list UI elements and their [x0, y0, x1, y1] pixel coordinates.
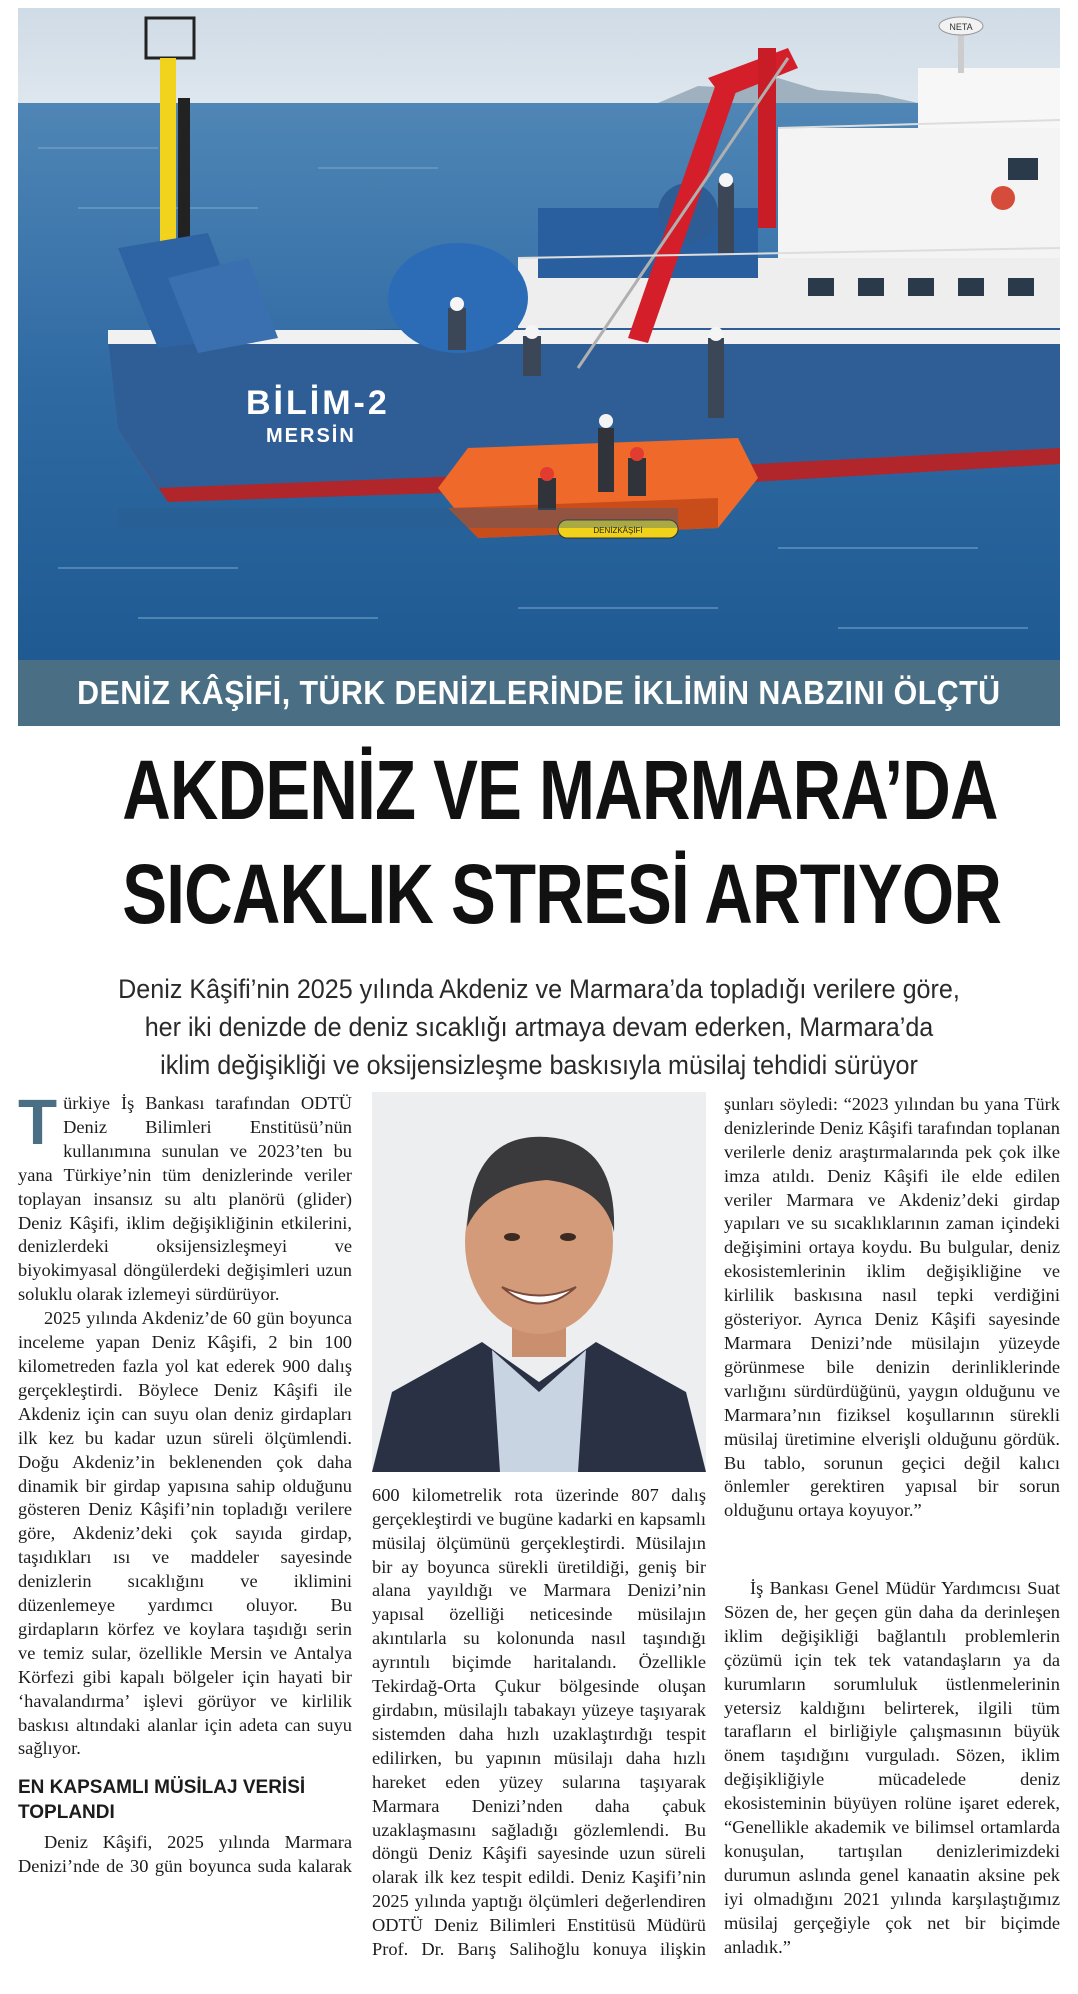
- article-paragraph-4: İş Bankası Genel Müdür Yardımcısı Suat Sözen de, her geçen gün daha da derinleşen iklim değişikliği bağlantılı problemlerin çözümü için tek tek vatandaşların ya da kurumların sorumluluk üstlenmelerinin yetersiz kaldığını belirterek, ilgili tüm tarafların el birliğiyle çalışmasının büyük önem taşıdığını vurguladı. Sözen, iklim değişikliğiyle mücadelede deniz ekosisteminin büyüyen rolüne işaret ederek, “Genellikle akademik ve bilimsel ortamlarda konuşulan, tartışılan denizlerimizdeki durumun aslında genel kanaatin aksine pek iyi olmadığını 2021 yılında karşılaştığımız müsilaj gerçeğiyle çok net bir biçimde anladık.”: [724, 1578, 1060, 1957]
- headline-line-1: AKDENİZ VE MARMARA’DA: [122, 743, 998, 837]
- portrait-photo: [372, 1092, 706, 1472]
- deck-line-3: iklim değişikliği ve oksijensizleşme baskısıyla müsilaj tehdidi sürüyor: [160, 1050, 918, 1080]
- ship-name: BİLİM-2: [246, 384, 390, 422]
- paragraph-3-tail: şunları söyledi: “2023 yılından bu yana Türk denizlerinde Deniz Kâşifi tarafından toplanan verilerle deniz araştırmalarında pek çok ilke imza atıldı. Deniz Kâşifi ile elde edilen veriler Marmara ve Akdeniz’deki girdap yapıları ve su sıcaklıklarının zaman içindeki değişimini ortaya koydu. Bu bulgular, deniz ekosistemlerinin iklim değişikliğine ve kirlilik baskısına nasıl tepki verdiğini gösteriyor. Ayrıca Deniz Kâşifi sayesinde Marmara Denizi’nde müsilajın yüzeyde görünmese bile denizin derinliklerinde varlığını sürdürdüğünü, yaygın olduğunu ve Marmara’nın fiziksel koşullarının sürekli müsilaj üretimine elverişli olduğunu gördük. Bu tablo, sorunun geçici değil kalıcı önlemler gerektiren yapısal bir sorun olduğunu ortaya koyuyor.”: [724, 1093, 1060, 1521]
- glider-label: DENİZKÂŞİFİ: [593, 526, 643, 535]
- paragraph-1-text: ürkiye İş Bankası tarafından ODTÜ Deniz Bilimleri Enstitüsü’nün kullanımına sunulan ve 2023’ten bu yana Türkiye’nin tüm denizlerinde veriler toplayan insansız su altı planörü (glider) Deniz Kâşifi, iklim değişikliğinin etkilerini, denizlerdeki oksijensizleşmeyi ve biyokimyasal döngülerdeki değişimleri uzun soluklu olarak izlemeyi sürdürüyor.: [18, 1093, 352, 1305]
- article-column-1: [18, 1086, 352, 1881]
- mast-label: NETA: [949, 22, 973, 32]
- dropcap: T: [18, 1086, 58, 1158]
- ship-port: MERSİN: [266, 425, 356, 447]
- paragraph-3-text: 600 kilometrelik rota üzerinde 807 dalış gerçekleştirdi ve bugüne kadarki en kapsamlı müsilaj ölçümünü gerçekleştirdi. Müsilajın bir ay boyunca sürekli üretildiği, geniş bir alana yayıldığı ve Marmara Denizi’nin yapısal özelliği neticesinde müsilajın akıntılarla su kolonunda nasıl taşındığı ayrıntılı biçimde haritalandı. Özellikle Tekirdağ-Orta Çukur bölgesinde oluşan girdabın, müsilajlı tabakayı yüzeye taşıyarak sistemden daha hızlı uzaklaştırdığı tespit edilirken, bu yapının müsilajı daha hızlı hareket eden yüzey sularına taşıyarak Marmara Denizi’nden daha çabuk uzaklaşmasını sağladığı gözlemlendi. Bu döngü Deniz Kâşifi sayesinde uzun süreli olarak ilk kez tespit edildi. Deniz Kaşifi’nin 2025 yılında yaptığı ölçümleri değerlendiren ODTÜ Deniz Bilimleri Enstitüsü Müdürü Prof. Dr. Barış Salihoğlu konuya ilişkin: [372, 1484, 706, 1959]
- subheading: EN KAPSAMLI MÜSİLAJ VERİSİ TOPLANDI: [18, 1777, 306, 1824]
- headline-line-2: SICAKLIK STRESİ ARTIYOR: [122, 847, 1002, 941]
- article-paragraph-2: 2025 yılında Akdeniz’de 60 gün boyunca inceleme yapan Deniz Kâşifi, 2 bin 100 kilometreden fazla yol kat ederek 900 dalış gerçekleştirdi. Böylece Deniz Kâşifi ile Akdeniz için can suyu olan deniz girdapları ilk kez bu kadar uzun süreli ölçümlendi. Doğu Akdeniz’in beklenenden çok daha dinamik bir girdap yapısına sahip olduğunu gösteren Deniz Kâşifi’nin topladığı verilere göre, Akdeniz’deki çok sayıda girdap, taşıdıkları ısı ve maddeler sayesinde denizlerin sıcaklığını ve iklimini düzenlemeye yardımcı oluyor. Bu girdapların körfez ve koylara taşıdığı serin ve temiz sular, özellikle Mersin ve Antalya Körfezi gibi kapalı bölgeler için hayati bir ‘havalandırma’ işlevi görüyor ve kirlilik baskısı altındaki alanlar için adeta can suyu sağlıyor.: [18, 1308, 352, 1759]
- article-paragraph-1: [18, 1086, 352, 1307]
- headline: [18, 738, 1060, 946]
- deck-line-1: Deniz Kâşifi’nin 2025 yılında Akdeniz ve Marmara’da topladığı verilere göre,: [118, 974, 960, 1004]
- article-column-2: [372, 1484, 706, 1959]
- article-paragraph-3-end: [724, 1092, 1060, 1577]
- article-column-3: [724, 1092, 1060, 1960]
- article-paragraph-3-continued: [372, 1484, 706, 1959]
- article-paragraph-3: Deniz Kâşifi, 2025 yılında Marmara Denizi’nde de 30 gün boyunca suda kalarak: [18, 1832, 352, 1877]
- deck-line-2: her iki denizde de deniz sıcaklığı artmaya devam ederken, Marmara’da: [144, 1012, 934, 1042]
- hero-photo: [18, 8, 1060, 660]
- deck: [18, 970, 1060, 1084]
- kicker-bar: [18, 660, 1060, 726]
- kicker-text: DENİZ KÂŞİFİ, TÜRK DENİZLERİNDE İKLİMİN NABZINI ÖLÇTÜ: [77, 674, 1001, 711]
